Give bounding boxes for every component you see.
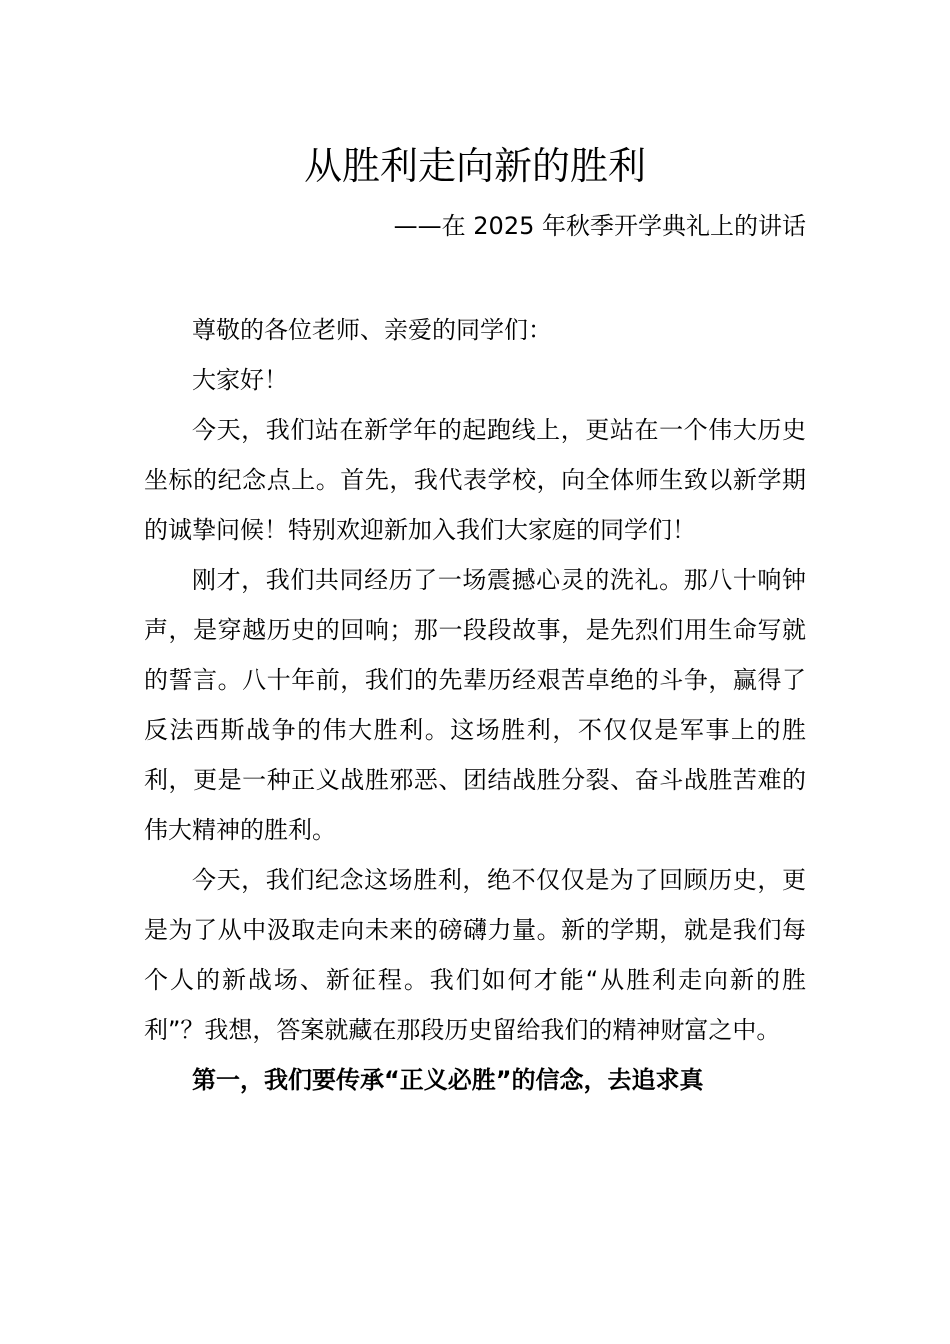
document-body (144, 305, 806, 1105)
section-heading: 第一，我们要传承“正义必胜”的信念，去追求真 (192, 1066, 704, 1094)
paragraph: 刚才，我们共同经历了一场震撼心灵的洗礼。那八十响钟声，是穿越历史的回响；那一段段故事，是先烈们用生命写就的誓言。八十年前，我们的先辈历经艰苦卓绝的斗争，赢得了反法西斯战争的伟大胜利。这场胜利，不仅仅是军事上的胜利，更是一种正义战胜邪恶、团结战胜分裂、奋斗战胜苦难的伟大精神的胜利。 (144, 566, 806, 844)
document-title: 从胜利走向新的胜利 (303, 144, 646, 188)
paragraph: 今天，我们站在新学年的起跑线上，更站在一个伟大历史坐标的纪念点上。首先，我代表学校，向全体师生致以新学期的诚挚问候！特别欢迎新加入我们大家庭的同学们！ (144, 416, 806, 544)
salutation: 尊敬的各位老师、亲爱的同学们： (192, 316, 552, 344)
paragraph: 今天，我们纪念这场胜利，绝不仅仅是为了回顾历史，更是为了从中汲取走向未来的磅礴力量。新的学期，就是我们每个人的新战场、新征程。我们如何才能“从胜利走向新的胜利”？我想，答案就藏在那段历史留给我们的精神财富之中。 (144, 866, 806, 1044)
greeting: 大家好！ (192, 366, 288, 394)
document-subtitle: ——在 2025 年秋季开学典礼上的讲话 (393, 212, 806, 240)
